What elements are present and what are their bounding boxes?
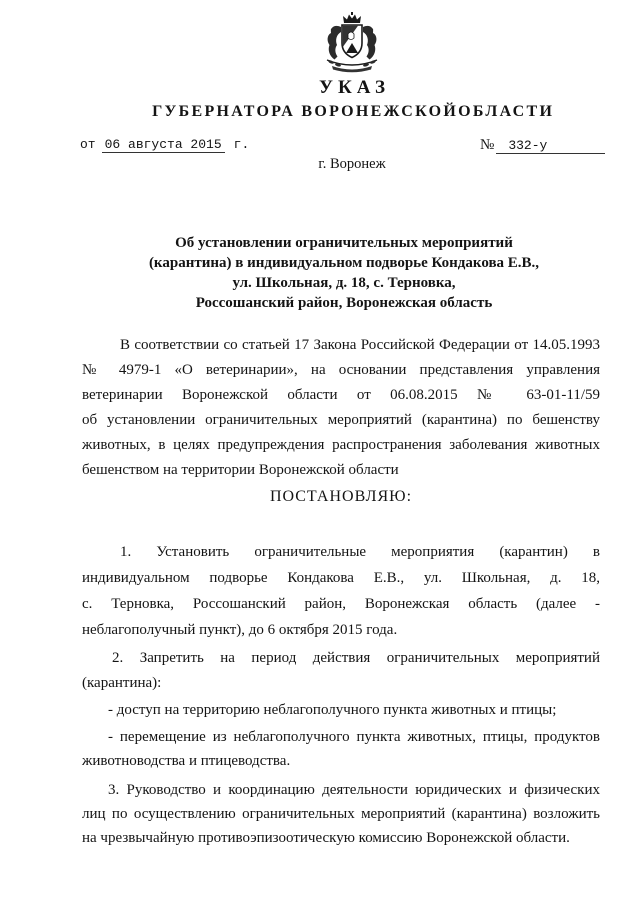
document-title: УКАЗ [319,77,390,98]
decree-subitem-access [82,698,600,722]
issue-city: г. Воронеж [318,156,386,172]
decree-item-3 [82,778,600,850]
item-line: неблагополучный пункт), до 6 октября 2015 года. [82,622,398,638]
number-line [480,136,605,154]
decree-heading [82,233,606,313]
issuer-title: ГУБЕРНАТОРА ВОРОНЕЖСКОЙОБЛАСТИ [152,103,555,120]
preamble-paragraph [82,333,600,483]
coat-of-arms-icon [318,12,386,74]
subitem-line: - перемещение из неблагополучного пункта животных, птицы, продуктов [108,729,600,745]
item-line: индивидуальном подворье Кондакова Е.В., ул. Школьная, д. 18, [82,570,600,586]
decree-subitem-movement [82,725,600,773]
preamble-line: ветеринарии Воронежской области от 06.08.2015 № 63-01-11/59 [82,387,600,403]
number-sign: № [480,137,495,153]
item-line: на чрезвычайную противоэпизоотическую комиссию Воронежской области. [82,830,570,846]
decree-item-2 [82,646,600,695]
decree-item-1 [82,539,600,643]
heading-line: Об установлении ограничительных мероприятий [175,235,513,251]
item-line: лиц по осуществлению ограничительных мероприятий (карантина) возложить [82,806,600,822]
preamble-line: об установлении ограничительных мероприятий (карантина) по бешенству [82,412,600,428]
preamble-line: В соответствии со статьей 17 Закона Российской Федерации от 14.05.1993 [120,337,600,353]
preamble-line: бешенством на территории Воронежской области [82,462,399,478]
item-line: 1. Установить ограничительные мероприятия (карантин) в [120,544,600,560]
item-line: с. Терновка, Россошанский район, Воронежская область (далее - [82,596,600,612]
date-value: 06 августа 2015 [102,137,225,153]
subitem-line: - доступ на территорию неблагополучного пункта животных и птицы; [108,702,557,718]
item-line: (карантина): [82,674,162,691]
document-number: 332-у [496,138,605,154]
item-line: 2. Запретить на период действия ограничительных мероприятий [112,650,600,666]
decree-word: ПОСТАНОВЛЯЮ: [269,488,413,505]
heading-line: ул. Школьная, д. 18, с. Терновка, [232,275,456,291]
heading-line: Россошанский район, Воронежская область [195,295,493,311]
date-line [80,136,249,154]
subitem-line: животноводства и птицеводства. [82,753,291,769]
heading-line: (карантина) в индивидуальном подворье Кондакова Е.В., [148,255,540,271]
preamble-line: животных, в целях предупреждения распространения заболевания животных [82,437,600,453]
date-prefix: от [80,137,96,152]
item-line: 3. Руководство и координацию деятельности юридических и физических [108,782,600,798]
preamble-line: № 4979-1 «О ветеринарии», на основании представления управления [82,362,600,378]
date-suffix: г. [233,137,250,152]
